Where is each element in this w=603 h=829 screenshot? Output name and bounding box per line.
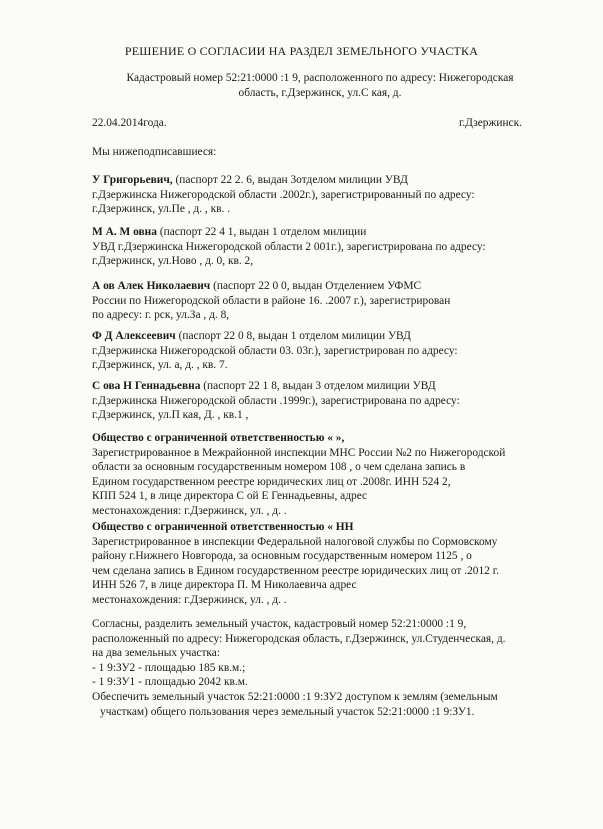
- cadastral-line-1: Кадастровый номер 52:21:0000 :1 9, расположенного по адресу: Нижегородская: [126, 72, 514, 84]
- person-entry: [92, 279, 520, 323]
- organization-text: местонахождения: г.Дзержинск, ул. , д. .: [92, 504, 287, 517]
- organization-text: Зарегистрированное в инспекции Федеральной налоговой службы по Сормовскому: [92, 535, 498, 548]
- agreement-text: участкам) общего пользования через земельный участок 52:21:0000 :1 9:ЗУ1.: [100, 705, 475, 718]
- organization-text: ИНН 526 7, в лице директора П. М Николаевича адрес: [92, 579, 357, 592]
- person-text: (паспорт 22 0 8, выдан 1 отделом милиции УВД: [178, 330, 411, 342]
- agreement-text: расположенный по адресу: Нижегородская область, г.Дзержинск, ул.Студенческая, д.: [92, 632, 506, 645]
- date-city-line: [92, 116, 522, 132]
- person-text: г.Дзержинска Нижегородской области .1999г.), зарегистрирована по адресу:: [92, 394, 460, 407]
- cadastral-header: [110, 71, 530, 100]
- person-text: (паспорт 22 1 8, выдан 3 отделом милиции УВД: [203, 380, 436, 392]
- agreement-text: Согласны, разделить земельный участок, кадастровый номер 52:21:0000 :1 9,: [92, 618, 467, 630]
- intro-text: Мы нижеподписавшиеся:: [92, 146, 217, 158]
- organization-text: местонахождения: г.Дзержинск, ул. , д. .: [92, 593, 287, 606]
- organization-text: области за основным государственным номером 108 , о чем сделана запись в: [92, 461, 466, 474]
- organization-heading: Общество с ограниченной ответственностью « »,: [92, 432, 345, 444]
- person-text: (паспорт 22 2. 6, выдан 3отделом милиции УВД: [175, 174, 408, 186]
- person-text: г.Дзержинск, ул.П кая, Д. , кв.1 ,: [92, 409, 249, 422]
- person-text: г.Дзержинска Нижегородской области .2002г.), зарегистрированный по адресу:: [92, 188, 475, 201]
- plot-item: - 1 9:ЗУ2 - площадью 185 кв.м.;: [92, 661, 246, 674]
- agreement-text: на два земельных участка:: [92, 647, 221, 660]
- organization-entry: [92, 431, 520, 519]
- organization-text: району г.Нижнего Новгорода, за основным государственным номером 1125 , о: [92, 550, 472, 563]
- person-text: г.Дзержинск, ул.Ново , д. 0, кв. 2,: [92, 255, 254, 268]
- person-name: С ова Н Геннадьевна: [92, 380, 201, 392]
- person-name: М А. М овна: [92, 226, 157, 238]
- agreement-text: Обеспечить земельный участок 52:21:0000 :1 9:ЗУ2 доступом к землям (земельным: [92, 690, 498, 703]
- document-city: г.Дзержинск.: [458, 117, 522, 129]
- person-entry: [92, 173, 520, 217]
- cadastral-line-2: область, г.Дзержинск, ул.С кая, д.: [238, 86, 402, 99]
- person-name: А ов Алек Николаевич: [92, 280, 211, 292]
- organization-text: Едином государственном реестре юридических лиц от .2008г. ИНН 524 2,: [92, 475, 451, 488]
- agreement-section: [92, 617, 520, 719]
- person-entry: [92, 379, 520, 423]
- document-date: 22.04.2014года.: [92, 117, 167, 129]
- organization-text: Зарегистрированное в Межрайонной инспекции МНС России №2 по Нижегородской: [92, 446, 506, 459]
- person-entry: [92, 225, 520, 269]
- person-text: г.Дзержинска Нижегородской области 03. 03г.), зарегистрирован по адресу:: [92, 344, 458, 357]
- person-text: (паспорт 22 0 0, выдан Отделением УФМС: [213, 280, 422, 292]
- person-text: г.Дзержинск, ул. а, д. , кв. 7.: [92, 359, 228, 372]
- person-text: УВД г.Дзержинска Нижегородской области 2 001г.), зарегистрирована по адресу:: [92, 240, 486, 253]
- person-name: Ф Д Алексеевич: [92, 330, 176, 342]
- person-name: У Григорьевич,: [92, 174, 173, 186]
- document-title: РЕШЕНИЕ О СОГЛАСИИ НА РАЗДЕЛ ЗЕМЕЛЬНОГО УЧАСТКА: [124, 44, 479, 58]
- organization-entry: [92, 520, 520, 608]
- person-text: по адресу: г. рск, ул.За , д. 8,: [92, 309, 230, 322]
- plot-item: - 1 9:ЗУ1 - площадью 2042 кв.м.: [92, 676, 248, 689]
- organization-text: чем сделана запись в Едином государственном реестре юридических лиц от .2012 г.: [92, 564, 499, 577]
- person-text: (паспорт 22 4 1, выдан 1 отделом милиции: [159, 226, 367, 238]
- organization-heading: Общество с ограниченной ответственностью « НН: [92, 521, 354, 533]
- person-entry: [92, 329, 520, 373]
- person-text: России по Нижегородской области в районе 16. .2007 г.), зарегистрирован: [92, 294, 451, 307]
- organization-text: КПП 524 1, в лице директора С ой Е Геннадьевны, адрес: [92, 490, 368, 503]
- person-text: г.Дзержинск, ул.Пе , д. , кв. .: [92, 203, 231, 216]
